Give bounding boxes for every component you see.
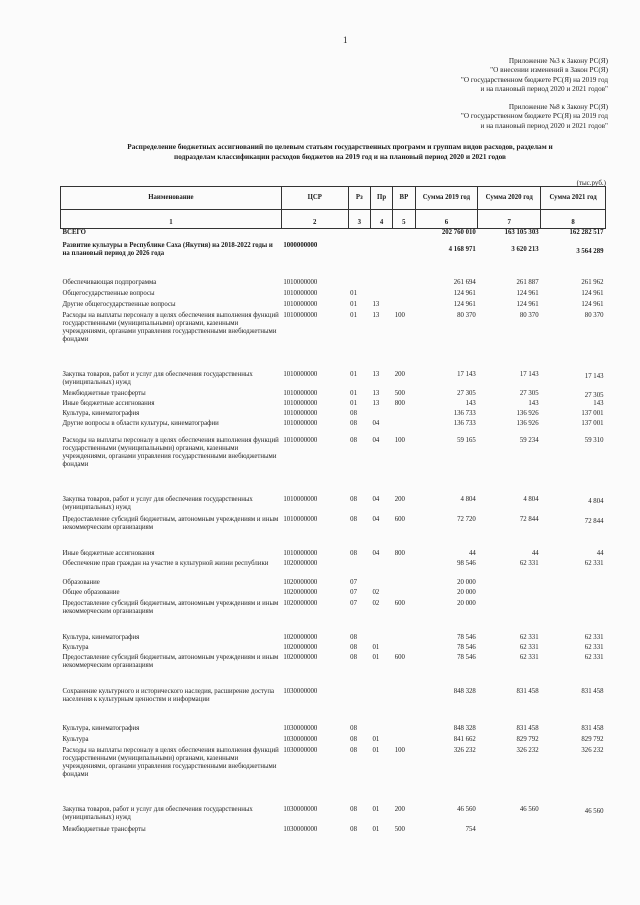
row-rz: 08 <box>350 653 357 661</box>
row-pr: 13 <box>372 300 380 308</box>
row-vr: 100 <box>394 311 405 319</box>
column-number: 3 <box>348 210 370 229</box>
row-rz: 08 <box>350 409 357 417</box>
row-pr: 01 <box>372 643 380 651</box>
row-csr: 1010000000 <box>283 419 318 427</box>
row-sum-2019: 848 328 <box>453 724 476 732</box>
row-sum-2020: 44 <box>531 549 539 557</box>
row-sum-2020: 831 458 <box>516 687 539 695</box>
annex-2-line: Приложение №8 к Закону РС(Я) <box>508 103 608 111</box>
row-name: Расходы на выплаты персоналу в целях обеспечения выполнения функций государственными (муниципальными) органами, казенными учреждениями, органами управления государственными внебюджетными фондами <box>62 436 279 468</box>
row-sum-2021: 62 331 <box>584 653 604 661</box>
row-rz: 01 <box>350 370 357 378</box>
row-pr: 01 <box>372 746 380 754</box>
row-sum-2019: 124 961 <box>453 300 476 308</box>
row-name: Закупка товаров, работ и услуг для обеспечения государственных (муниципальных) нужд <box>62 495 253 511</box>
row-sum-2019: 202 760 010 <box>441 229 476 236</box>
row-csr: 1020000000 <box>283 588 318 596</box>
row-sum-2021: 261 962 <box>581 278 604 286</box>
row-sum-2021: 44 <box>596 549 604 557</box>
table-row <box>61 747 606 806</box>
row-csr: 1030000000 <box>283 735 318 743</box>
row-sum-2021 <box>541 589 606 600</box>
row-sum-2019: 27 305 <box>457 389 476 397</box>
row-sum-2020: 27 305 <box>519 389 539 397</box>
row-pr <box>370 634 392 644</box>
table-row <box>61 410 606 420</box>
row-sum-2020: 136 926 <box>516 409 539 417</box>
column-number: 1 <box>61 210 282 229</box>
row-rz: 08 <box>350 549 357 557</box>
column-number: 4 <box>370 210 392 229</box>
table-row <box>61 560 606 579</box>
row-sum-2021: 62 331 <box>584 643 604 651</box>
row-sum-2019: 754 <box>465 825 476 833</box>
row-rz: 01 <box>350 300 357 308</box>
row-csr: 1010000000 <box>283 399 318 407</box>
row-sum-2021: 137 001 <box>581 419 604 427</box>
row-pr: 04 <box>372 515 380 523</box>
row-sum-2020: 829 792 <box>516 735 539 743</box>
table-row <box>61 496 606 516</box>
row-rz <box>348 229 370 242</box>
row-rz: 08 <box>350 643 357 651</box>
row-vr: 600 <box>394 653 405 661</box>
row-sum-2020 <box>478 579 541 589</box>
header-csr: ЦСР <box>281 187 348 210</box>
row-name: Образование <box>62 578 100 586</box>
annex-reference-2 <box>461 103 608 131</box>
row-csr: 1000000000 <box>283 241 318 249</box>
row-csr: 1030000000 <box>283 825 318 833</box>
row-sum-2020: 136 926 <box>516 419 539 427</box>
row-csr: 1020000000 <box>283 559 318 567</box>
row-vr: 600 <box>394 515 405 523</box>
row-sum-2019: 136 733 <box>453 409 476 417</box>
row-sum-2021: 124 961 <box>581 300 604 308</box>
row-name: Культура, кинематография <box>62 633 140 641</box>
row-name: Культура <box>62 735 89 743</box>
row-pr: 04 <box>372 495 380 503</box>
row-name: Расходы на выплаты персоналу в целях обеспечения выполнения функций государственными (муниципальными) органами, казенными учреждениями, органами управления государственными внебюджетными фондами <box>62 311 279 343</box>
row-sum-2020: 124 961 <box>516 289 539 297</box>
row-csr: 1010000000 <box>283 389 318 397</box>
header-rz: Рз <box>348 187 370 210</box>
row-pr: 04 <box>372 419 380 427</box>
row-sum-2019: 44 <box>469 549 476 557</box>
row-sum-2019: 80 370 <box>457 311 476 319</box>
row-vr: 200 <box>394 495 405 503</box>
row-name: Культура, кинематография <box>62 724 140 732</box>
row-pr <box>370 229 392 242</box>
header-pr: Пр <box>370 187 392 210</box>
row-sum-2020: 72 844 <box>519 515 539 523</box>
row-sum-2019: 46 560 <box>457 805 476 813</box>
row-sum-2020: 261 887 <box>516 278 539 286</box>
row-vr <box>393 736 415 747</box>
table-row <box>61 589 606 600</box>
row-sum-2019: 20 000 <box>457 588 476 596</box>
row-name: Расходы на выплаты персоналу в целях обеспечения выполнения функций государственными (муниципальными) органами, казенными учреждениями, органами управления государственными внебюджетными фондами <box>62 746 279 778</box>
row-sum-2020: 62 331 <box>519 559 539 567</box>
row-name: Иные бюджетные ассигнования <box>62 399 155 407</box>
row-pr <box>370 688 392 725</box>
row-sum-2019: 98 546 <box>457 559 476 567</box>
row-vr: 200 <box>394 370 405 378</box>
row-vr <box>393 410 415 420</box>
row-rz: 07 <box>350 578 357 586</box>
row-sum-2021: 326 232 <box>581 746 604 754</box>
row-sum-2019: 78 546 <box>457 653 476 661</box>
row-sum-2021 <box>541 579 606 589</box>
table-row <box>61 301 606 312</box>
row-pr: 13 <box>372 370 380 378</box>
row-pr: 01 <box>372 735 380 743</box>
row-pr: 02 <box>372 588 380 596</box>
row-sum-2020: 4 804 <box>523 495 539 503</box>
row-vr <box>393 688 415 725</box>
row-pr <box>370 290 392 301</box>
row-vr <box>393 242 415 279</box>
table-row <box>61 600 606 634</box>
row-rz: 08 <box>350 436 357 444</box>
annex-1-line: "О государственном бюджете РС(Я) на 2019 год <box>460 75 608 84</box>
row-csr: 1030000000 <box>283 687 318 695</box>
row-pr: 13 <box>372 399 380 407</box>
row-name: Межбюджетные трансферты <box>62 389 146 397</box>
document-title-line: Распределение бюджетных ассигнований по целевым статьям государственных программ и группам видов расходов, разделам и <box>127 142 553 151</box>
row-sum-2020 <box>478 826 541 840</box>
row-csr: 1030000000 <box>283 724 318 732</box>
row-sum-2021: 59 310 <box>584 436 604 444</box>
row-vr: 800 <box>394 549 405 557</box>
row-vr: 500 <box>394 389 405 397</box>
annex-reference-1 <box>461 57 608 95</box>
row-rz: 08 <box>350 746 357 754</box>
row-name: Закупка товаров, работ и услуг для обеспечения государственных (муниципальных) нужд <box>62 805 253 821</box>
row-sum-2021: 3 564 289 <box>576 247 604 255</box>
row-pr: 04 <box>372 549 380 557</box>
row-rz: 07 <box>350 599 357 607</box>
row-sum-2019: 143 <box>465 399 476 407</box>
row-name: Предоставление субсидий бюджетным, автономным учреждениям и иным некоммерческим организациям <box>62 515 279 531</box>
row-name: Другие вопросы в области культуры, кинематографии <box>62 419 219 427</box>
row-vr <box>393 279 415 290</box>
row-sum-2020: 326 232 <box>516 746 539 754</box>
row-sum-2020 <box>478 589 541 600</box>
row-sum-2020: 62 331 <box>519 653 539 661</box>
annex-2-line: и на плановый период 2020 и 2021 годов" <box>480 121 608 130</box>
row-sum-2019: 78 546 <box>457 633 476 641</box>
row-vr: 200 <box>394 805 405 813</box>
row-name: Общегосударственные вопросы <box>62 289 155 297</box>
row-csr: 1020000000 <box>283 633 318 641</box>
table-row <box>61 826 606 840</box>
table-row <box>61 654 606 688</box>
column-number: 8 <box>541 210 606 229</box>
row-sum-2020: 831 458 <box>516 724 539 732</box>
row-sum-2021: 17 143 <box>584 372 604 380</box>
row-sum-2021: 80 370 <box>584 311 604 319</box>
row-sum-2019: 124 961 <box>453 289 476 297</box>
row-sum-2019: 20 000 <box>457 599 476 607</box>
column-number: 2 <box>281 210 348 229</box>
document-title <box>96 142 584 161</box>
row-sum-2021: 4 804 <box>588 497 604 505</box>
header-sum-2021: Сумма 2021 год <box>541 187 606 210</box>
row-sum-2019: 261 694 <box>453 278 476 286</box>
row-pr: 13 <box>372 311 380 319</box>
table-row <box>61 242 606 279</box>
row-rz <box>348 279 370 290</box>
row-vr <box>393 290 415 301</box>
table-row <box>61 390 606 400</box>
row-pr: 04 <box>372 436 380 444</box>
row-name: ВСЕГО <box>62 229 86 236</box>
row-sum-2020: 124 961 <box>516 300 539 308</box>
row-sum-2019: 59 165 <box>457 436 476 444</box>
row-sum-2019: 72 720 <box>457 515 476 523</box>
row-sum-2019: 326 232 <box>453 746 476 754</box>
row-name: Закупка товаров, работ и услуг для обеспечения государственных (муниципальных) нужд <box>62 370 253 386</box>
annex-1-line: и на плановый период 2020 и 2021 годов" <box>480 85 608 94</box>
row-vr <box>393 634 415 644</box>
column-number: 7 <box>478 210 541 229</box>
annex-1-line: "О внесении изменений в Закон РС(Я) <box>490 66 608 75</box>
row-csr: 1010000000 <box>283 495 318 503</box>
table-row <box>61 312 606 371</box>
row-vr <box>393 579 415 589</box>
row-name: Обеспечивающая подпрограмма <box>62 278 157 286</box>
row-rz <box>348 242 370 279</box>
row-sum-2020 <box>478 600 541 634</box>
row-csr: 1030000000 <box>283 746 318 754</box>
row-csr: 1020000000 <box>283 643 318 651</box>
row-pr: 01 <box>372 653 380 661</box>
table-row <box>61 437 606 496</box>
row-sum-2020: 46 560 <box>519 805 539 813</box>
row-csr: 1010000000 <box>283 300 318 308</box>
row-vr: 500 <box>394 825 405 833</box>
table-row <box>61 371 606 390</box>
table-header-row <box>61 187 606 210</box>
row-name: Другие общегосударственные вопросы <box>62 300 176 308</box>
row-vr <box>393 560 415 579</box>
row-sum-2019: 4 168 971 <box>448 245 476 253</box>
table-row <box>61 634 606 644</box>
row-rz: 08 <box>350 805 357 813</box>
row-csr: 1030000000 <box>283 805 318 813</box>
row-sum-2019: 4 804 <box>460 495 476 503</box>
table-row <box>61 279 606 290</box>
row-csr: 1010000000 <box>283 289 318 297</box>
row-sum-2021: 62 331 <box>584 559 604 567</box>
row-name: Иные бюджетные ассигнования <box>62 549 155 557</box>
row-vr <box>393 589 415 600</box>
table-row <box>61 579 606 589</box>
row-rz: 07 <box>350 588 357 596</box>
row-sum-2020: 59 234 <box>519 436 539 444</box>
row-pr: 01 <box>372 805 380 813</box>
row-sum-2020: 17 143 <box>519 370 539 378</box>
row-pr: 02 <box>372 599 380 607</box>
row-rz: 01 <box>350 311 357 319</box>
row-csr: 1010000000 <box>283 311 318 319</box>
row-name: Культура <box>62 643 89 651</box>
row-csr: 1020000000 <box>283 599 318 607</box>
row-sum-2019: 20 000 <box>457 578 476 586</box>
row-sum-2021: 62 331 <box>584 633 604 641</box>
annex-2-line: "О государственном бюджете РС(Я) на 2019 год <box>460 112 608 121</box>
row-vr: 100 <box>394 436 405 444</box>
column-number-row <box>61 210 606 229</box>
row-pr: 01 <box>372 825 380 833</box>
row-sum-2021: 72 844 <box>584 517 604 525</box>
row-vr: 800 <box>394 399 405 407</box>
table-row <box>61 736 606 747</box>
table-row <box>61 516 606 550</box>
row-sum-2019: 17 143 <box>457 370 476 378</box>
header-sum-2019: Сумма 2019 год <box>415 187 478 210</box>
row-pr <box>370 579 392 589</box>
row-csr: 1010000000 <box>283 436 318 444</box>
row-rz: 08 <box>350 825 357 833</box>
row-rz: 08 <box>350 419 357 427</box>
row-sum-2021: 831 458 <box>581 687 604 695</box>
row-csr: 1010000000 <box>283 278 318 286</box>
table-row <box>61 688 606 725</box>
table-row <box>61 400 606 410</box>
row-rz: 01 <box>350 389 357 397</box>
table-row <box>61 806 606 826</box>
row-csr <box>281 229 348 242</box>
row-rz: 01 <box>350 289 357 297</box>
row-sum-2021 <box>541 600 606 634</box>
row-name: Культура, кинематография <box>62 409 140 417</box>
row-sum-2020: 62 331 <box>519 633 539 641</box>
header-name: Наименование <box>61 187 282 210</box>
table-row <box>61 644 606 654</box>
header-vr: ВР <box>393 187 415 210</box>
row-rz: 08 <box>350 735 357 743</box>
row-csr: 1010000000 <box>283 549 318 557</box>
row-csr: 1010000000 <box>283 370 318 378</box>
row-sum-2020: 143 <box>528 399 539 407</box>
annex-1-line: Приложение №3 к Закону РС(Я) <box>508 57 608 65</box>
row-rz <box>348 560 370 579</box>
column-number: 5 <box>393 210 415 229</box>
row-rz: 08 <box>350 724 357 732</box>
row-vr: 600 <box>394 599 405 607</box>
table-row <box>61 550 606 560</box>
row-sum-2019: 78 546 <box>457 643 476 651</box>
row-vr <box>393 301 415 312</box>
row-vr: 100 <box>394 746 405 754</box>
row-pr <box>370 279 392 290</box>
row-sum-2020: 163 105 303 <box>504 229 539 236</box>
row-sum-2021: 162 282 517 <box>569 229 604 236</box>
row-sum-2021 <box>541 826 606 840</box>
table-row <box>61 290 606 301</box>
row-sum-2021: 27 305 <box>584 391 604 399</box>
row-vr <box>393 644 415 654</box>
header-sum-2020: Сумма 2020 год <box>478 187 541 210</box>
budget-table <box>60 186 606 840</box>
row-sum-2021: 137 001 <box>581 409 604 417</box>
row-csr: 1020000000 <box>283 578 318 586</box>
row-pr <box>370 725 392 736</box>
document-title-line: подразделам классификации расходов бюджетов на 2019 год и на плановый период 2020 и 2021 годов <box>174 151 506 161</box>
table-body <box>61 229 606 840</box>
row-sum-2021: 831 458 <box>581 724 604 732</box>
row-sum-2020: 3 620 213 <box>511 245 539 253</box>
page-number: 1 <box>343 35 348 45</box>
row-rz: 01 <box>350 399 357 407</box>
table-row <box>61 725 606 736</box>
row-rz: 08 <box>350 633 357 641</box>
table-row <box>61 229 606 242</box>
row-csr: 1020000000 <box>283 653 318 661</box>
row-name: Обеспечение прав граждан на участие в культурной жизни республики <box>62 559 269 567</box>
row-sum-2021: 124 961 <box>581 289 604 297</box>
table-row <box>61 420 606 437</box>
row-pr <box>370 410 392 420</box>
row-name: Межбюджетные трансферты <box>62 825 146 833</box>
row-name: Развитие культуры в Республике Саха (Якутия) на 2018-2022 годы и на плановый период до 2026 года <box>62 241 273 257</box>
row-name: Сохранение культурного и исторического наследия, расширение доступа населения к культурным ценностям и информации <box>62 687 274 703</box>
row-sum-2019: 136 733 <box>453 419 476 427</box>
row-vr <box>393 725 415 736</box>
row-name: Предоставление субсидий бюджетным, автономным учреждениям и иным некоммерческим организациям <box>62 653 279 669</box>
row-pr <box>370 242 392 279</box>
row-name: Предоставление субсидий бюджетным, автономным учреждениям и иным некоммерческим организациям <box>62 599 279 615</box>
row-sum-2019: 841 662 <box>453 735 476 743</box>
row-sum-2021: 829 792 <box>581 735 604 743</box>
row-sum-2020: 80 370 <box>519 311 539 319</box>
row-rz: 08 <box>350 515 357 523</box>
row-name: Общее образование <box>62 588 120 596</box>
column-number: 6 <box>415 210 478 229</box>
row-rz: 08 <box>350 495 357 503</box>
units-note: (тыс.руб.) <box>576 179 606 187</box>
row-sum-2020: 62 331 <box>519 643 539 651</box>
row-pr: 13 <box>372 389 380 397</box>
row-pr <box>370 560 392 579</box>
row-vr <box>393 420 415 437</box>
row-rz <box>348 688 370 725</box>
row-csr: 1010000000 <box>283 515 318 523</box>
row-csr: 1010000000 <box>283 409 318 417</box>
row-vr <box>393 229 415 242</box>
row-sum-2021: 46 560 <box>584 807 604 815</box>
row-sum-2019: 848 328 <box>453 687 476 695</box>
row-sum-2021: 143 <box>593 399 604 407</box>
